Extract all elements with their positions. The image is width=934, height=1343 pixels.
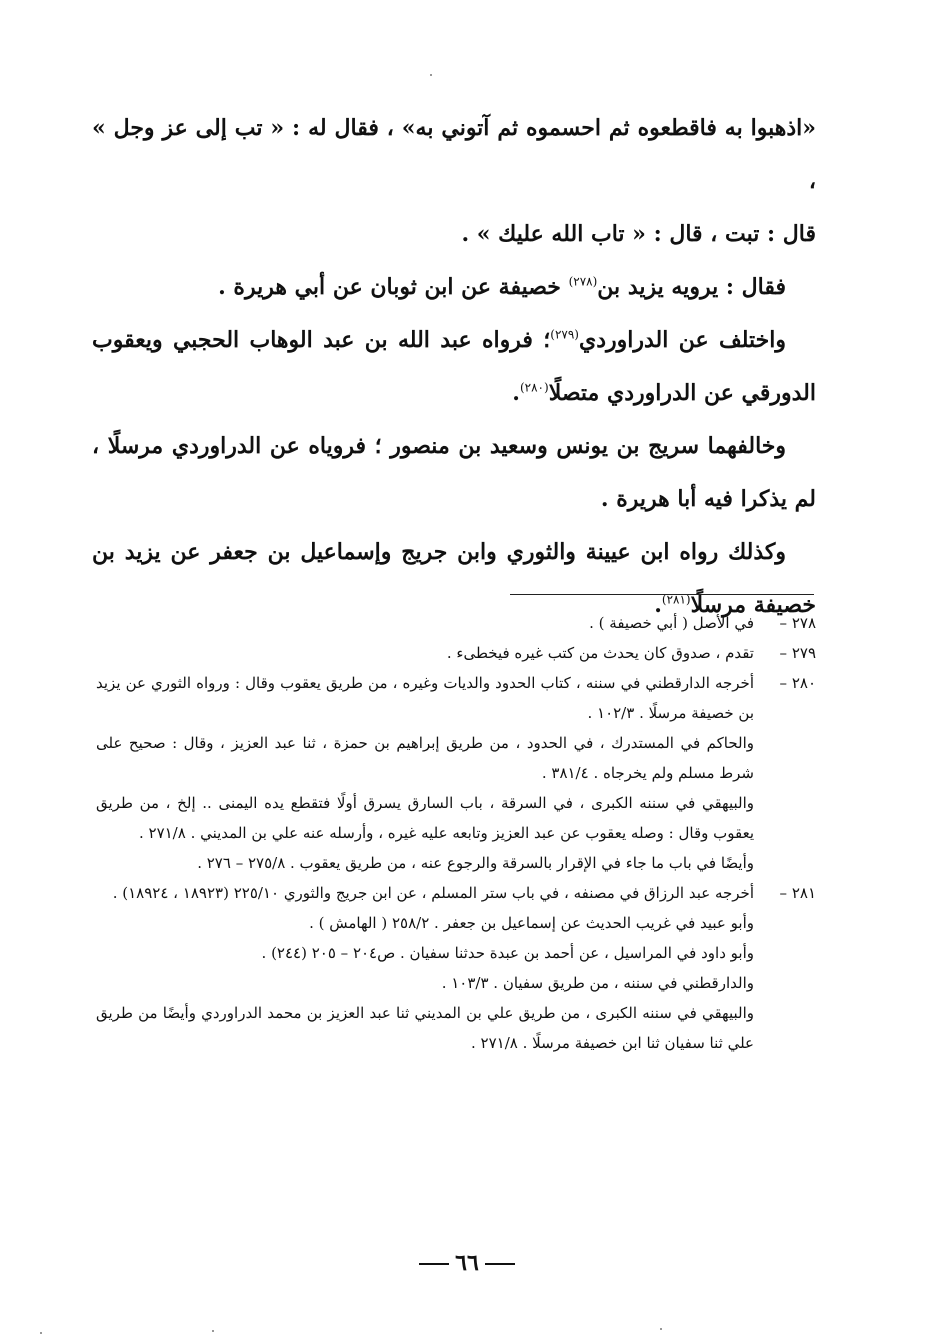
footnote-280 xyxy=(96,668,816,878)
footnote-number: ٢٨١ – xyxy=(779,884,816,902)
main-text-body xyxy=(92,102,816,632)
footnotes-section xyxy=(96,608,816,1058)
footnote-number: ٢٨٠ – xyxy=(779,674,816,692)
footnote-ref-278: (٢٧٨) xyxy=(568,274,598,289)
footnote-line: والدارقطني في سننه ، من طريق سفيان . ١٠٣/٣ . xyxy=(441,974,754,992)
scan-speck xyxy=(430,74,432,76)
paragraph-3-text-c: . xyxy=(512,380,520,406)
paragraph-5-text-a: وكذلك رواه ابن عيينة والثوري وابن جريج وإسماعيل بن جعفر عن يزيد بن خصيفة مرسلًا xyxy=(92,539,816,618)
footnote-line: والحاكم في المستدرك ، في الحدود ، من طريق إبراهيم بن حمزة ، ثنا عبد العزيز ، وقال : صحيح على شرط مسلم ولم يخرجاه . ٣٨١/٤ . xyxy=(96,734,754,782)
paragraph-2 xyxy=(92,261,816,314)
footnote-divider xyxy=(510,594,814,595)
paragraph-2-text-a: فقال : يرويه يزيد بن xyxy=(597,274,786,300)
footnote-line: أخرجه عبد الرزاق في مصنفه ، في باب ستر المسلم ، عن ابن جريج والثوري ٢٢٥/١٠ (١٨٩٢٣ ، ١٨٩٢٤) . xyxy=(112,884,754,902)
paragraph-4: وخالفهما سريج بن يونس وسعيد بن منصور ؛ فروياه عن الدراوردي مرسلًا ، لم يذكرا فيه أبا هريرة . xyxy=(92,433,816,512)
page-number-value: ٦٦ xyxy=(455,1250,479,1276)
scan-speck xyxy=(40,1332,42,1334)
paragraph-5-text-b: . xyxy=(654,592,662,618)
footnote-279 xyxy=(96,638,816,668)
paragraph-2-text-b: خصيفة عن ابن ثوبان عن أبي هريرة . xyxy=(218,274,569,300)
footnote-line: أخرجه الدارقطني في سننه ، كتاب الحدود والديات وغيره ، من طريق يعقوب وقال : ورواه الثوري عن يزيد بن خصيفة مرسلًا . ١٠٢/٣ . xyxy=(96,674,754,722)
paragraph-3-text-a: واختلف عن الدراوردي xyxy=(578,327,787,353)
footnote-line: تقدم ، صدوق كان يحدث من كتب غيره فيخطىء . xyxy=(446,644,754,662)
paragraph-1-line-2: قال : تبت ، قال : « تاب الله عليك » . xyxy=(461,221,816,247)
footnote-number: ٢٧٨ – xyxy=(779,614,816,632)
paragraph-3-text-b: ؛ فرواه عبد الله بن عبد الوهاب الحجبي ويعقوب الدورقي عن الدراوردي متصلًا xyxy=(92,327,816,406)
footnote-line: وأبو عبيد في غريب الحديث عن إسماعيل بن جعفر . ٢٥٨/٢ ( الهامش ) . xyxy=(309,914,754,932)
page-number-dash xyxy=(485,1263,515,1265)
footnote-line: وأيضًا في باب ما جاء في الإقرار بالسرقة والرجوع عنه ، من طريق يعقوب . ٢٧٥/٨ – ٢٧٦ . xyxy=(197,854,754,872)
page-number xyxy=(0,1250,934,1276)
paragraph-3 xyxy=(92,314,816,420)
footnote-line: وأبو داود في المراسيل ، عن أحمد بن عبدة حدثنا سفيان . ص٢٠٤ – ٢٠٥ (٢٤٤) . xyxy=(261,944,754,962)
footnote-line: في الأصل ( أبي خصيفة ) . xyxy=(589,614,754,632)
footnote-number: ٢٧٩ – xyxy=(779,644,816,662)
paragraph-1-line-1: «اذهبوا به فاقطعوه ثم احسموه ثم آتوني به» ، فقال له : « تب إلى عز وجل » ، xyxy=(92,115,816,194)
footnote-ref-280: (٢٨٠) xyxy=(519,380,549,395)
scan-speck xyxy=(212,1330,214,1332)
footnote-281 xyxy=(96,878,816,1058)
footnote-278 xyxy=(96,608,816,638)
footnote-ref-281: (٢٨١) xyxy=(661,592,691,607)
footnote-ref-279: (٢٧٩) xyxy=(550,327,579,342)
page-number-dash xyxy=(419,1263,449,1265)
paragraph-1 xyxy=(92,102,816,261)
footnote-line: والبيهقي في سننه الكبرى ، في السرقة ، باب السارق يسرق أولًا فتقطع يده اليمنى .. إلخ ، من طريق يعقوب وقال : وصله يعقوب عن عبد العزيز وتابعه عليه غيره ، وأرسله عنه علي بن المديني . ٢٧١/٨ . xyxy=(96,794,754,842)
scan-speck xyxy=(660,1328,662,1330)
footnote-line: والبيهقي في سننه الكبرى ، من طريق علي بن المديني ثنا عبد العزيز بن محمد الدراوردي وأيضًا من طريق علي ثنا سفيان ثنا ابن خصيفة مرسلًا . ٢٧١/٨ . xyxy=(96,1004,754,1052)
